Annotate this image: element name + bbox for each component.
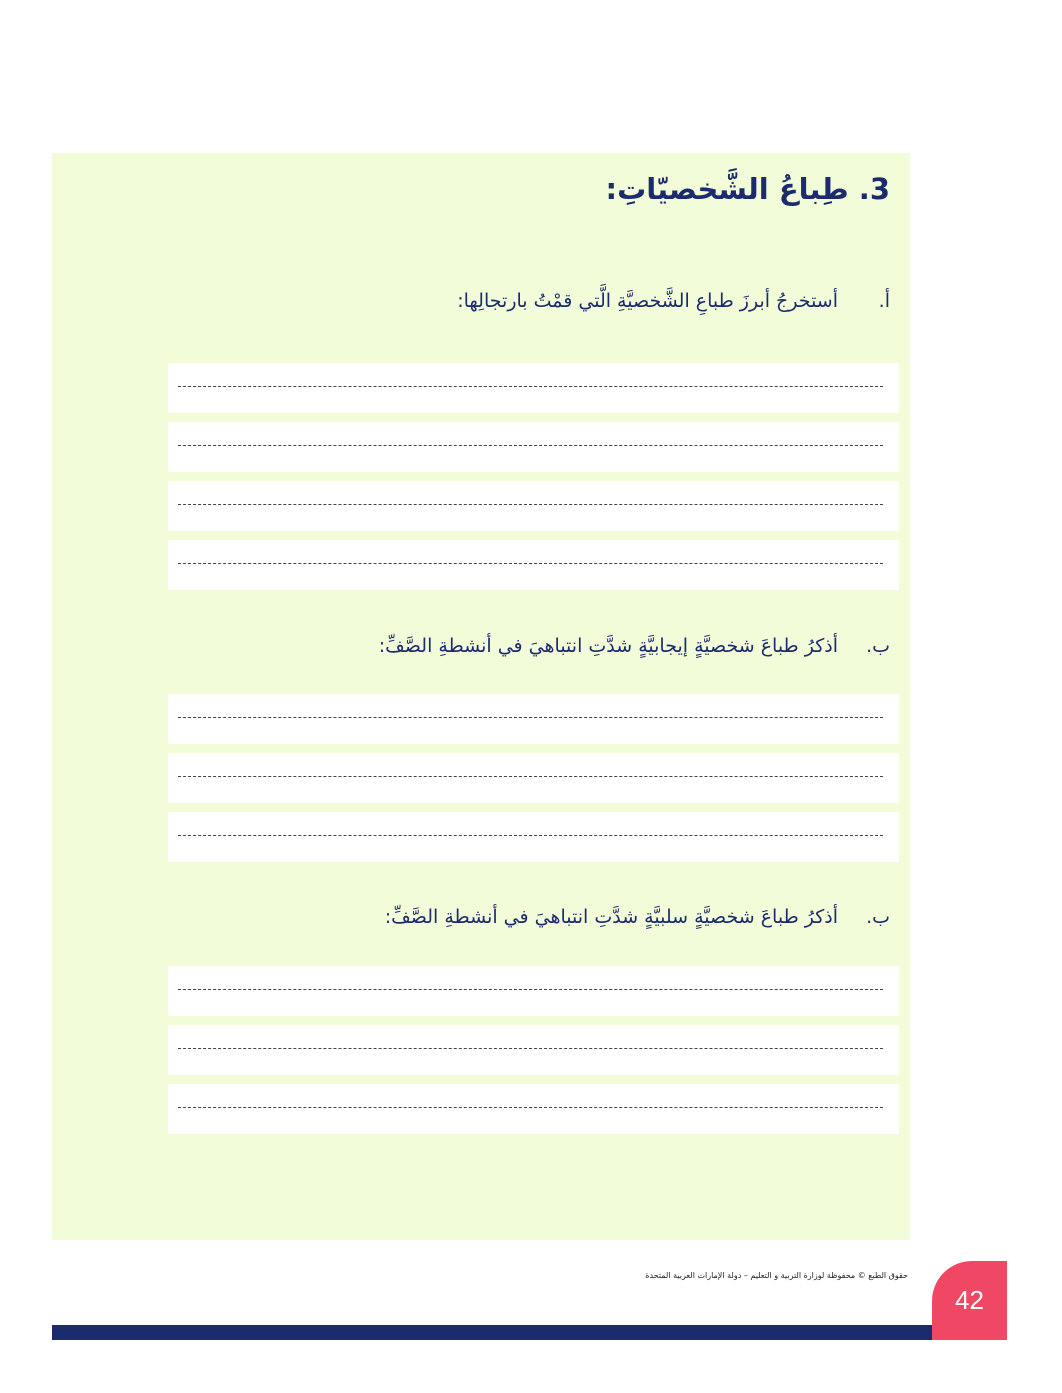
question-a-marker: أ. [878,290,890,312]
question-b-positive [290,635,890,657]
answer-line[interactable] [168,363,899,413]
answer-line[interactable] [168,540,899,590]
question-b-negative-text: أذكرُ طباعَ شخصيَّةٍ سلبيَّةٍ شدَّتِ انتباهيَ في أنشطةِ الصَّفِّ: [384,906,838,928]
answer-line[interactable] [168,753,899,803]
question-b-negative-marker: ب. [866,906,890,928]
answer-line[interactable] [168,1025,899,1075]
page-number: 42 [955,1285,984,1315]
answer-line[interactable] [168,1084,899,1134]
question-b-positive-text: أذكرُ طباعَ شخصيَّةٍ إيجابيَّةٍ شدَّتِ انتباهيَ في أنشطةِ الصَّفِّ: [378,635,838,657]
answer-line[interactable] [168,966,899,1016]
question-b-negative [290,906,890,928]
answer-line[interactable] [168,481,899,531]
answer-line[interactable] [168,694,899,744]
section-title: 3. طِباعُ الشَّخصيّاتِ: [605,172,890,206]
answer-line[interactable] [168,422,899,472]
page-number-badge [932,1261,1007,1340]
copyright-notice: حقوق الطبع © محفوظة لوزارة التربية و التعليم – دولة الإمارات العربية المتحدة [645,1271,908,1280]
question-a-text: أستخرجُ أبرزَ طباعِ الشَّخصيَّةِ الَّتي قمْتُ بارتجالِها: [457,290,838,312]
answer-line[interactable] [168,812,899,862]
footer-bar [52,1325,946,1340]
question-b-positive-marker: ب. [866,635,890,657]
question-a [290,290,890,312]
